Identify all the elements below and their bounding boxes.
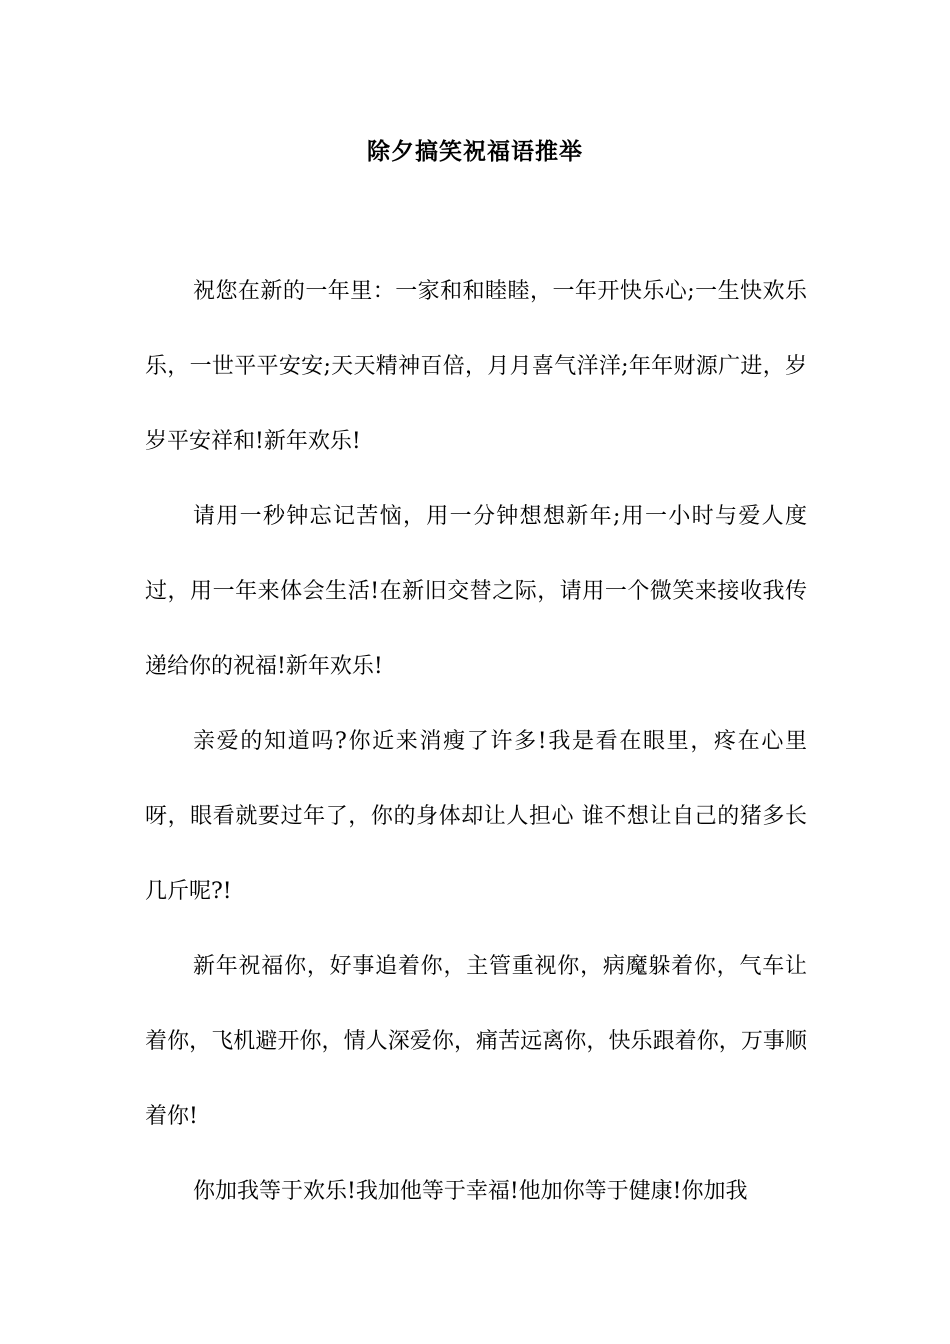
- paragraph-3: 亲爱的知道吗?你近来消瘦了许多!我是看在眼里，疼在心里呀，眼看就要过年了，你的身体却让人担心 谁不想让自己的猪多长几斤呢?!: [145, 729, 807, 904]
- document-body: [145, 254, 807, 1229]
- paragraph-4: 新年祝福你，好事追着你，主管重视你，病魔躲着你，气车让着你，飞机避开你，情人深爱你，痛苦远离你，快乐跟着你，万事顺着你!: [145, 954, 807, 1129]
- paragraph-2: 请用一秒钟忘记苦恼，用一分钟想想新年;用一小时与爱人度过，用一年来体会生活!在新旧交替之际，请用一个微笑来接收我传递给你的祝福!新年欢乐!: [145, 504, 807, 679]
- paragraph-5: 你加我等于欢乐!我加他等于幸福!他加你等于健康!你加我: [193, 1179, 748, 1204]
- document-title: 除夕搞笑祝福语推举: [367, 138, 583, 165]
- paragraph-1: 祝您在新的一年里：一家和和睦睦，一年开快乐心;一生快欢乐乐，一世平平安安;天天精神百倍，月月喜气洋洋;年年财源广进，岁岁平安祥和!新年欢乐!: [145, 279, 807, 454]
